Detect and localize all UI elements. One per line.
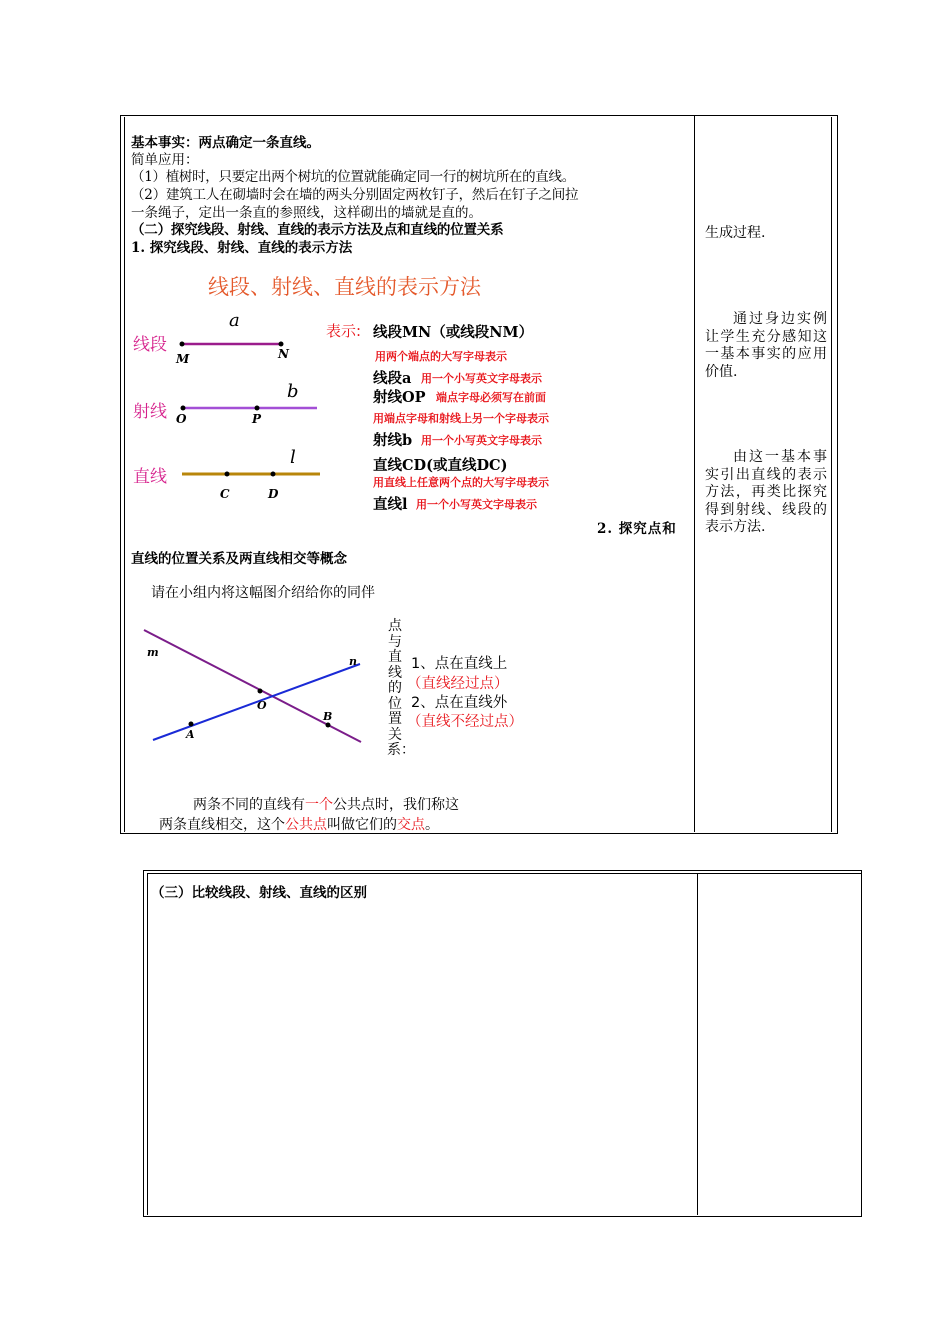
var-l: l [290, 447, 296, 468]
pt-p: P [252, 412, 262, 426]
note-ray-b: 用一个小写英文字母表示 [421, 434, 542, 447]
slide-1-figures [170, 310, 330, 510]
table-1-divider [694, 115, 695, 832]
intersecting-lines-figure [140, 625, 370, 750]
vertical-title: 点与直线的位置关系： [387, 618, 415, 758]
def-1b: 一个 [305, 797, 333, 813]
app-2-line-1: （2）建筑工人在砌墙时会在墙的两头分别固定两枚钉子，然后在钉子之间拉 [131, 187, 579, 203]
pt-d: D [268, 487, 279, 501]
item-1: 1、点在直线上 [411, 656, 508, 672]
def-2b: 公共点 [285, 817, 327, 833]
sub-2-part-1: 2. 探究点和 [597, 521, 677, 537]
app-2-line-2: 一条绳子，定出一条直的参照线，这样砌出的墙就是直的。 [131, 205, 482, 221]
pt-n: N [278, 347, 289, 361]
point-p [255, 406, 260, 411]
rep-line-cd: 直线CD(或直线DC) [373, 457, 508, 474]
note-ray-op-2: 用端点字母和射线上另一个字母表示 [373, 412, 549, 425]
table-2-heading: （三）比较线段、射线、直线的区别 [151, 885, 367, 901]
point-o-intersection [258, 689, 263, 694]
simple-app: 简单应用： [131, 152, 199, 168]
var-a: a [229, 310, 240, 331]
pt-o: O [176, 412, 187, 426]
lbl-m: m [147, 646, 159, 659]
def-2a: 两条直线相交，这个 [159, 817, 285, 833]
app-1: （1）植树时，只要定出两个树坑的位置就能确定同一行的树坑所在的直线。 [131, 169, 575, 185]
lbl-b: B [323, 710, 333, 723]
lbl-a: A [186, 728, 195, 741]
point-n [279, 342, 284, 347]
point-c [225, 472, 230, 477]
table-1-left-border [124, 117, 125, 832]
intersection-def-line-1 [193, 794, 459, 814]
def-2c: 叫做它们的 [327, 817, 397, 833]
table-2-left-border [147, 873, 148, 1215]
label-segment: 线段 [133, 335, 167, 355]
def-1a: 两条不同的直线有 [193, 797, 305, 813]
rep-seg-mn: 线段MN（或线段NM） [373, 324, 534, 341]
note-line-l: 用一个小写英文字母表示 [416, 498, 537, 511]
rep-ray-b: 射线b [373, 432, 413, 449]
intersection-def-line-2 [159, 814, 439, 834]
def-1c: 公共点时，我们称这 [333, 797, 459, 813]
table-2-top-inner [147, 873, 861, 874]
note-seg-mn: 用两个端点的大写字母表示 [375, 350, 507, 363]
section-2-heading: （二）探究线段、射线、直线的表示方法及点和直线的位置关系 [131, 222, 504, 238]
point-m [180, 342, 185, 347]
note-ray-op: 端点字母必须写在前面 [436, 391, 546, 404]
right-note-3: 由这一基本事实引出直线的表示方法，再类比探究得到射线、线段的表示方法. [705, 449, 827, 535]
rep-label: 表示: [326, 322, 362, 340]
item-2: 2、点在直线外 [411, 695, 508, 711]
lbl-o: O [257, 699, 267, 712]
point-d [271, 472, 276, 477]
note-seg-a: 用一个小写英文字母表示 [421, 372, 542, 385]
rep-seg-a: 线段a [373, 370, 412, 387]
point-b [326, 723, 331, 728]
rep-ray-op: 射线OP [373, 389, 426, 406]
lbl-n: n [349, 655, 357, 668]
table-2 [143, 870, 862, 1217]
def-2e: 。 [425, 817, 439, 833]
def-2d: 交点 [397, 817, 425, 833]
rep-line-l: 直线l [373, 496, 408, 513]
var-b: b [287, 381, 299, 402]
pt-c: C [220, 487, 230, 501]
table-1-right-border [831, 117, 832, 832]
slide-2-intro: 请在小组内将这幅图介绍给你的同伴 [151, 585, 375, 601]
basic-fact: 基本事实：两点确定一条直线。 [131, 135, 320, 151]
item-2-note: （直线不经过点） [407, 714, 523, 730]
point-o [181, 406, 186, 411]
label-ray: 射线 [133, 402, 167, 422]
note-line-cd: 用直线上任意两个点的大写字母表示 [373, 476, 549, 489]
table-2-divider [697, 873, 698, 1215]
point-a [189, 722, 194, 727]
sub-2-part-2: 直线的位置关系及两直线相交等概念 [131, 551, 347, 567]
right-note-2: 通过身边实例让学生充分感知这一基本事实的应用价值. [705, 311, 827, 380]
right-note-1: 生成过程. [705, 225, 766, 241]
label-line: 直线 [133, 467, 167, 487]
sub-1-heading: 1. 探究线段、射线、直线的表示方法 [131, 240, 353, 256]
slide-1-title: 线段、射线、直线的表示方法 [208, 275, 481, 299]
pt-m: M [176, 352, 190, 366]
item-1-note: （直线经过点） [407, 676, 509, 692]
